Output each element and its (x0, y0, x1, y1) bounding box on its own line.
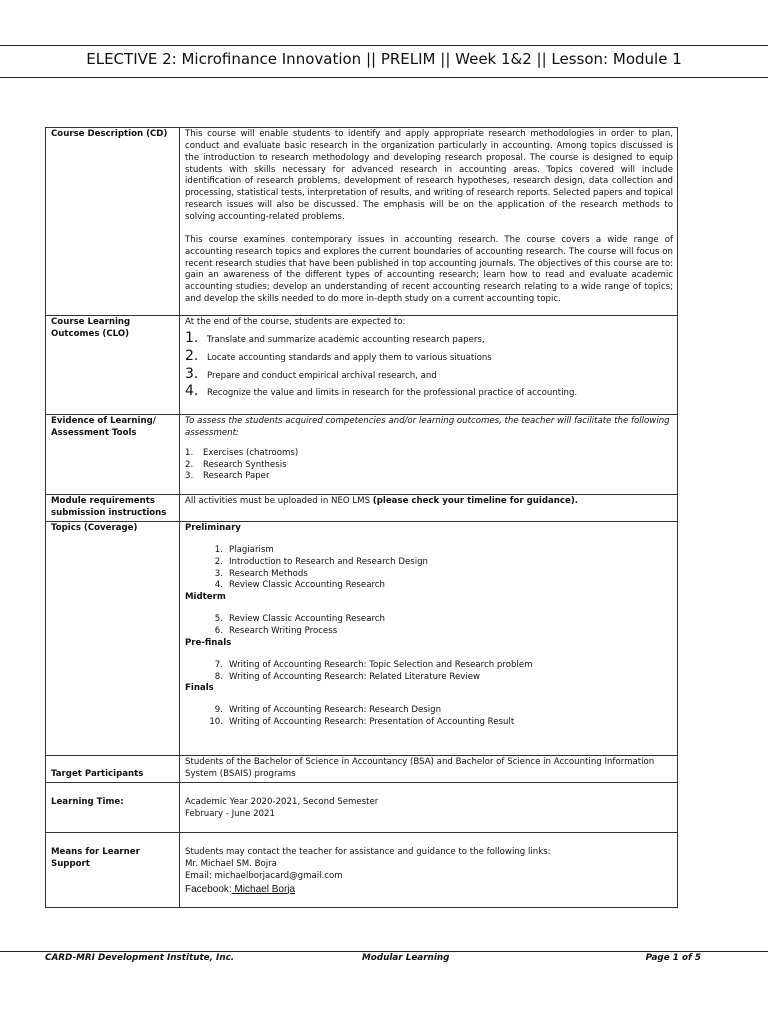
clo-number: 2. (185, 347, 199, 364)
list-text: Introduction to Research and Research Design (229, 556, 429, 567)
topic-section-heading: Pre-finals (185, 637, 232, 648)
course-description-cell (180, 128, 678, 316)
list-text: Writing of Accounting Research: Related Literature Review (229, 671, 481, 682)
table-row (46, 833, 678, 908)
list-number: 1. (214, 544, 223, 555)
list-item (185, 569, 673, 581)
learner-support-cell (180, 833, 678, 908)
target-participants-label: Target Participants (46, 756, 180, 783)
support-email: Email: michaelborjacard@gmail.com (185, 870, 343, 881)
list-text: Review Classic Accounting Research (229, 580, 385, 591)
list-item (185, 705, 673, 717)
table-row (46, 495, 678, 522)
list-text: Research Synthesis (203, 459, 287, 470)
list-item (185, 545, 673, 557)
list-item (185, 348, 673, 365)
module-requirements-text: All activities must be uploaded in NEO LMS (185, 496, 373, 506)
module-requirements-cell (180, 495, 678, 522)
list-number: 4. (214, 580, 223, 591)
assessment-list (185, 448, 673, 484)
list-item (185, 383, 673, 400)
list-number: 10. (209, 717, 223, 728)
list-number: 3. (185, 471, 194, 482)
list-number: 1. (185, 447, 194, 458)
topic-section-heading: Preliminary (185, 523, 241, 533)
topic-list (185, 705, 673, 729)
table-row (46, 128, 678, 316)
footer-rule (0, 951, 768, 952)
learning-time-cell (180, 783, 678, 833)
learner-support-label: Means for Learner Support (46, 833, 180, 908)
evidence-intro: To assess the students acquired competencies and/or learning outcomes, the teacher will facilitate the following assessment: (185, 416, 670, 438)
facebook-label: Facebook: (185, 883, 232, 895)
topic-list (185, 614, 673, 638)
clo-text: Locate accounting standards and apply them to various situations (207, 352, 492, 363)
list-item (185, 460, 673, 472)
topics-label: Topics (Coverage) (46, 522, 180, 756)
clo-number: 3. (185, 365, 199, 382)
list-text: Research Writing Process (229, 626, 338, 637)
list-item (185, 672, 673, 684)
list-number: 7. (214, 659, 223, 670)
course-description-paragraph: This course examines contemporary issues in accounting research. The course covers a wide range of accounting research topics and explores the current boundaries of accounting research. The course will focus on recent research studies that have been published in top accounting journals. The objectives of this course are to: gain an awareness of the different types of accounting research; learn how to read and evaluate academic accounting studies; develop an understanding of recent accounting research relating to a wide range of topics; and develop the skills needed to do more in-depth study on a current accounting topic. (185, 234, 673, 305)
topic-list (185, 660, 673, 684)
list-number: 8. (214, 671, 223, 682)
topic-section-heading: Finals (185, 683, 214, 694)
target-participants-text: Students of the Bachelor of Science in Accountancy (BSA) and Bachelor of Science in Accounting Information System (BSAIS) programs (180, 756, 678, 783)
list-item (185, 557, 673, 569)
topic-section-heading: Midterm (185, 592, 226, 603)
footer-page-number: Page 1 of 5 (645, 953, 701, 963)
module-requirements-emphasis: (please check your timeline for guidance). (372, 496, 579, 506)
list-text: Writing of Accounting Research: Topic Selection and Research problem (229, 659, 533, 670)
clo-text: Recognize the value and limits in research for the professional practice of accounting. (207, 388, 578, 399)
list-number: 2. (185, 459, 194, 470)
list-number: 2. (214, 556, 223, 567)
list-item (185, 448, 673, 460)
table-row (46, 522, 678, 756)
footer-center-label: Modular Learning (362, 953, 450, 963)
list-item (185, 614, 673, 626)
clo-text: Prepare and conduct empirical archival research, and (207, 370, 437, 381)
topic-list (185, 545, 673, 592)
list-text: Exercises (chatrooms) (203, 447, 299, 458)
list-number: 3. (214, 568, 223, 579)
syllabus-table (45, 127, 678, 908)
list-text: Plagiarism (229, 544, 274, 555)
topics-cell (180, 522, 678, 756)
footer-organization: CARD-MRI Development Institute, Inc. (45, 953, 235, 963)
list-item (185, 717, 673, 729)
course-description-paragraph: This course will enable students to identify and apply appropriate research methodologies in order to plan, conduct and evaluate basic research in the organization particularly in accounting. Among topics discussed is the introduction to research methodology and developing research proposal. The course is designed to equip students with skills necessary for advanced research in accounting areas. Topics covered will include identification of research problems, development of research hypotheses, research design, data collection and processing, statistical tests, interpretation of results, and writing of research reports. Selected papers and topical research issues will also be discussed. The emphasis will be on the application of the research methods to solving accounting-related problems. (185, 129, 673, 223)
list-text: Review Classic Accounting Research (229, 614, 385, 625)
header-top-rule (0, 45, 768, 46)
clo-number: 1. (185, 329, 199, 346)
clo-text: Translate and summarize academic accounting research papers, (207, 334, 485, 345)
list-text: Writing of Accounting Research: Presentation of Accounting Result (229, 717, 515, 728)
list-number: 5. (214, 614, 223, 625)
list-text: Research Paper (203, 471, 270, 482)
support-line: Students may contact the teacher for assistance and guidance to the following links: (185, 847, 551, 857)
table-row (46, 783, 678, 833)
list-text: Research Methods (229, 568, 308, 579)
list-item (185, 471, 673, 483)
list-item (185, 660, 673, 672)
table-row (46, 415, 678, 495)
table-row (46, 316, 678, 415)
table-row (46, 756, 678, 783)
header-bottom-rule (0, 77, 768, 78)
evidence-label: Evidence of Learning/ Assessment Tools (46, 415, 180, 495)
page-title: ELECTIVE 2: Microfinance Innovation || PRELIM || Week 1&2 || Lesson: Module 1 (86, 50, 682, 68)
learning-time-line: February - June 2021 (185, 808, 275, 819)
facebook-link[interactable]: Michael Borja (231, 883, 296, 895)
clo-label: Course Learning Outcomes (CLO) (46, 316, 180, 415)
learning-time-label: Learning Time: (46, 783, 180, 833)
evidence-cell (180, 415, 678, 495)
learning-time-line: Academic Year 2020-2021, Second Semester (185, 797, 379, 807)
clo-number: 4. (185, 383, 199, 400)
support-contact-name: Mr. Michael SM. Bojra (185, 858, 277, 869)
clo-intro: At the end of the course, students are expected to: (185, 317, 406, 327)
list-text: Writing of Accounting Research: Research Design (229, 705, 442, 716)
support-facebook (185, 883, 673, 897)
list-item (185, 626, 673, 638)
list-item (185, 366, 673, 383)
list-number: 9. (214, 705, 223, 716)
list-item (185, 330, 673, 347)
footer (45, 953, 701, 967)
module-requirements-label: Module requirements submission instructions (46, 495, 180, 522)
list-number: 6. (214, 626, 223, 637)
list-item (185, 580, 673, 592)
course-description-label: Course Description (CD) (46, 128, 180, 316)
clo-cell (180, 316, 678, 415)
